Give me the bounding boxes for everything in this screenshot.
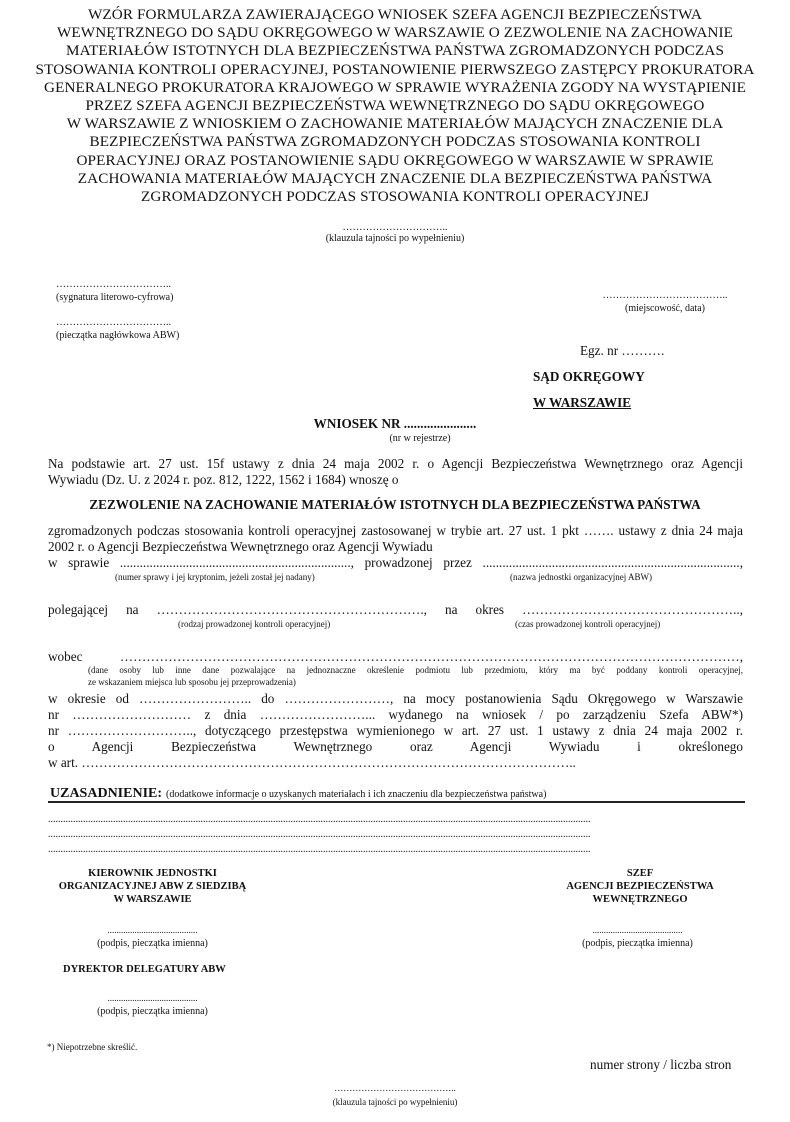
unit-hint: (nazwa jednostki organizacyjnej ABW) [510,572,653,582]
signer-right-line: WEWNĘTRZNEGO [592,894,688,905]
page-number: numer strony / liczba stron [590,1057,732,1072]
clause-top-field[interactable]: ………………………….. [342,222,448,233]
signer-left-line: KIEROWNIK JEDNOSTKI [88,868,217,879]
copy-number[interactable]: Egz. nr ………. [580,343,665,358]
period-line[interactable]: nr ……………………….., dotyczącego przestępstwa wymienionego w art. 27 ust. 1 ustawy z dnia 24 maja 2002 r. [48,723,743,738]
court-city: W WARSZAWIE [533,395,632,410]
title-line: STOSOWANIA KONTROLI OPERACYJNEJ, POSTANOWIENIE PIERWSZEGO ZASTĘPCY PROKURATORA [35,60,755,78]
title-line: W WARSZAWIE Z WNIOSKIEM O ZACHOWANIE MATERIAŁÓW MAJĄCYCH ZNACZENIE DLA [66,115,724,133]
signature-left-field[interactable]: ........................................ [107,925,198,935]
target-hint: (dane osoby lub inne dane pozwalające na jednoznaczne określenie podmiotu lub przedmiotu, który ma być poddany kontroli operacyjnej, [88,665,743,675]
justification-lines[interactable] [48,812,743,857]
motion-title[interactable]: WNIOSEK NR ...................... [313,416,477,431]
clause-bottom-field[interactable]: ………………………………….. [334,1083,456,1093]
signature-right-label: (podpis, pieczątka imienna) [582,938,693,949]
stamp-field[interactable]: …………………………….. [56,317,171,328]
justification-dots-line[interactable]: ......................................................................................................................................................................................................................... [48,844,591,855]
place-date-block [575,290,755,314]
section-heading: ZEZWOLENIE NA ZACHOWANIE MATERIAŁÓW ISTOTNYCH DLA BEZPIECZEŃSTWA PAŃSTWA [89,497,701,512]
signature-right-field[interactable]: ........................................ [592,925,683,935]
signer-left [40,867,265,906]
title-line: PRZEZ SZEFA AGENCJI BEZPIECZEŃSTWA WEWNĘTRZNEGO DO SĄDU OKRĘGOWEGO [85,97,705,115]
basis-line: Wywiadu (Dz. U. z 2024 r. poz. 812, 1222, 1562 i 1684) wnoszę o [48,472,399,487]
collected-line: zgromadzonych podczas stosowania kontroli operacyjnej zastosowanej w trybie art. 27 ust. 1 pkt ……. ustawy z dnia 24 maja [48,523,743,538]
case-hint: (numer sprawy i jej kryptonim, jeżeli został jej nadany) [115,572,315,582]
title-line: WEWNĘTRZNEGO DO SĄDU OKRĘGOWEGO W WARSZAWIE O ZEZWOLENIE NA ZACHOWANIE [56,24,734,42]
place-date-field[interactable]: ……………………………….. [602,290,728,301]
signature-left-label: (podpis, pieczątka imienna) [97,938,208,949]
period-line[interactable]: w okresie od …………………….. do ……………………, na mocy postanowienia Sądu Okręgowego w Warszawie [48,691,743,706]
title-line: GENERALNEGO PROKURATORA KRAJOWEGO W SPRAWIE WYRAŻENIA ZGODY NA WYSTĄPIENIE [44,78,746,96]
article-line[interactable]: w art. ………………………………………………………………………………………………….. [48,755,576,770]
clause-bottom [290,1083,500,1107]
clause-top [280,222,510,244]
signer-right [540,867,740,906]
target-hint: ze wskazaniem miejsca lub sposobu jej przeprowadzenia) [88,677,296,687]
signature-delegate-field[interactable]: ........................................ [107,993,198,1003]
title-line: BEZPIECZEŃSTWA PAŃSTWA ZGROMADZONYCH PODCZAS STOSOWANIA KONTROLI [89,133,701,151]
title-line: ZGROMADZONYCH PODCZAS STOSOWANIA KONTROLI OPERACYJNEJ [141,188,649,206]
signature-right [555,925,720,949]
period-line[interactable]: nr ……………………… z dnia ……………………... wydanego na wniosek / po zarządzeniu Szefa ABW*) [48,707,743,722]
signature-delegate-label: (podpis, pieczątka imienna) [97,1006,208,1017]
signer-right-line: SZEF [626,868,654,879]
control-kind-hint: (rodzaj prowadzonej kontroli operacyjnej) [178,619,331,629]
target-line[interactable]: wobec ……………………………………………………………………………………………………………………………, [48,649,743,664]
signer-left-line: W WARSZAWIE [113,894,192,905]
signature-label: (sygnatura literowo-cyfrowa) [56,292,174,303]
justification-hint: (dodatkowe informacje o uzyskanych materiałach i ich znaczeniu dla bezpieczeństwa państwa) [166,789,547,800]
signature-block [56,279,276,303]
signature-field[interactable]: …………………………….. [56,279,171,290]
signer-right-line: AGENCJI BEZPIECZEŃSTWA [566,881,714,892]
justification-dots-line[interactable]: ......................................................................................................................................................................................................................... [48,814,591,825]
justification-heading [50,784,546,802]
title-line: WZÓR FORMULARZA ZAWIERAJĄCEGO WNIOSEK SZEFA AGENCJI BEZPIECZEŃSTWA [88,6,702,23]
signer-left-line: ORGANIZACYJNEJ ABW Z SIEDZIBĄ [58,881,247,892]
control-time-hint: (czas prowadzonej kontroli operacyjnej) [515,619,661,629]
stamp-label: (pieczątka nagłówkowa ABW) [56,330,180,341]
clause-bottom-label: (klauzula tajności po wypełnieniu) [332,1097,458,1107]
justification-rule [48,801,745,803]
title-line: ZACHOWANIA MATERIAŁÓW MAJĄCYCH ZNACZENIE DLA BEZPIECZEŃSTWA PAŃSTWA [77,169,713,187]
period-line: o Agencji Bezpieczeństwa Wewnętrznego oraz Agencji Wywiadu i określonego [48,739,743,754]
motion-sub: (nr w rejestrze) [389,433,451,444]
signature-left [70,925,235,949]
stamp-block [56,317,276,341]
title-line: MATERIAŁÓW ISTOTNYCH DLA BEZPIECZEŃSTWA PAŃSTWA ZGROMADZONYCH PODCZAS [65,42,725,60]
justification-dots-line[interactable]: ......................................................................................................................................................................................................................... [48,829,591,840]
document-title [0,6,790,206]
justification-label: UZASADNIENIE: [50,786,163,801]
court-name: SĄD OKRĘGOWY [533,369,645,384]
collected-line: 2002 r. o Agencji Bezpieczeństwa Wewnętrznego oraz Agencji Wywiadu [48,539,433,554]
place-date-label: (miejscowość, data) [625,303,705,314]
footnote: *) Niepotrzebne skreślić. [47,1042,138,1052]
control-kind-line[interactable]: polegającej na ……………………………………………………., na okres ………………………………………….., [48,602,743,617]
delegate-title: DYREKTOR DELEGATURY ABW [63,964,226,975]
title-line: OPERACYJNEJ ORAZ POSTANOWIENIE SĄDU OKRĘGOWEGO W WARSZAWIE W SPRAWIE [76,151,714,169]
case-field-line[interactable]: w sprawie ......................................................................, prowadzonej przez .............................................................................., [48,555,743,570]
basis-line: Na podstawie art. 27 ust. 15f ustawy z dnia 24 maja 2002 r. o Agencji Bezpieczeństwa Wewnętrznego oraz Agencji [48,456,743,471]
signature-delegate [70,993,235,1017]
clause-top-label: (klauzula tajności po wypełnieniu) [325,233,465,244]
